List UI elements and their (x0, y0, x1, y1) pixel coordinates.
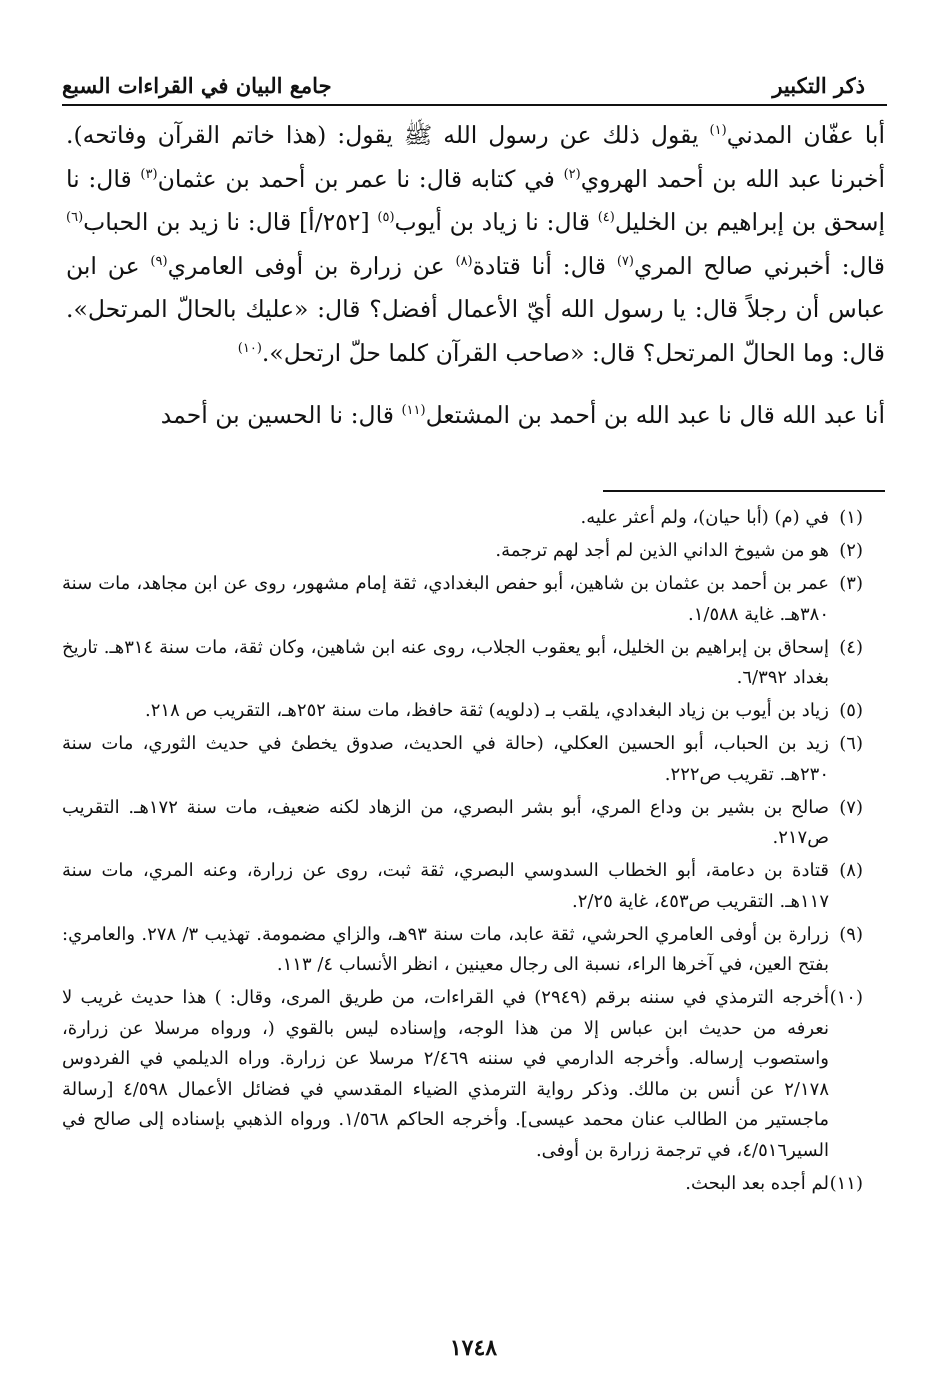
footnote-item (62, 503, 863, 534)
footnote-item (62, 983, 863, 1166)
footnote-number: (٤) (839, 636, 863, 658)
text-run: عن زرارة بن أوفى العامري (167, 251, 456, 280)
footnote-item (62, 536, 863, 567)
footnote-separator (603, 490, 885, 492)
footnote-ref[interactable]: (١١) (401, 402, 426, 418)
text-run: قال: نا زياد بن أيوب (394, 208, 598, 237)
text-run: أنا عبد الله قال نا عبد الله بن أحمد بن المشتعل (425, 400, 885, 429)
footnote-text: في (م) (أبا حيان)، ولم أعثر عليه. (580, 507, 829, 528)
footnote-ref[interactable]: (٦) (66, 210, 84, 226)
footnote-text: عمر بن أحمد بن عثمان بن شاهين، أبو حفص البغدادي، ثقة إمام مشهور، روى عن ابن مجاهد، مات سنة ٣٨٠هـ. غاية ١/٥٨٨. (62, 573, 829, 625)
text-run: يقول ذلك عن رسول الله ﷺ يقول: (هذا خاتم القرآن وفاتحه). أخبرنا عبد الله بن أحمد الهروي (66, 121, 885, 193)
footnote-number: (٩) (839, 923, 863, 945)
footnote-number: (٣) (839, 573, 863, 594)
text-run: أبا عفّان المدني (726, 121, 885, 149)
footnote-text: أخرجه الترمذي في سننه برقم (٢٩٤٩) في القراءات، من طريق المرى، وقال: ) هذا حديث غريب لا نعرفه من حديث ابن عباس إلا من هذا الوجه، وإسناده ليس بالقوي (، ورواه مرسلا عن زرارة، واستصوب إرساله. وأخرجه الدارمي في سننه ٢/٤٦٩ مرسلا عن زرارة. وراه الديلمي في الفردوس ٢/١٧٨ عن أنس بن مالك. وذكر رواية الترمذي الضياء المقدسي في فضائل الأعمال ٤/٥٩٨ [رسالة ماجستير من الطالب عنان محمد عيسى]. وأخرجه الحاكم ١/٥٦٨. ورواه الذهبي بإسناده إلى صالح في السير٤/٥١٦، في ترجمة زرارة بن أوفى. (62, 987, 829, 1161)
running-header (62, 58, 865, 98)
footnote-item (62, 729, 863, 790)
footnote-ref[interactable]: (٥) (377, 210, 395, 226)
text-run: قال: أنا قتادة (472, 251, 617, 280)
text-run: في كتابه قال: نا عمر بن أحمد بن عثمان (157, 164, 564, 193)
footnote-item (62, 696, 863, 727)
footnote-number: (٧) (839, 796, 863, 818)
paragraph-2 (66, 394, 885, 438)
text-run: قال: نا إسحق بن إبراهيم بن الخليل (66, 164, 885, 237)
footnote-ref[interactable]: (٣) (140, 166, 158, 182)
footnote-text: زرارة بن أوفى العامري الحرشي، ثقة عابد، مات سنة ٩٣هـ، والزاي مضمومة. تهذيب ٣/ ٢٧٨. والعامري: بفتح العين، في آخرها الراء، نسبة الى رجال معينين ، انظر الأنساب ٤/ ١١٣. (62, 923, 829, 975)
footnote-ref[interactable]: (٤) (597, 210, 615, 226)
page-number: ١٧٤٨ (449, 1335, 498, 1361)
footnote-item (62, 633, 863, 694)
text-run: قال: أخبرني صالح المري (633, 251, 885, 280)
footnote-ref[interactable]: (٨) (455, 253, 473, 269)
header-rule (62, 104, 887, 106)
footnote-number: (١) (839, 507, 863, 528)
footnote-item (62, 920, 863, 981)
book-title: جامع البيان في القراءات السبع (62, 73, 332, 98)
footnote-text: قتادة بن دعامة، أبو الخطاب السدوسي البصري، ثقة ثبت، روى عن زرارة، وعنه المري، مات سنة ١١٧هـ. التقريب ص٤٥٣، غاية ٢/٢٥. (62, 860, 829, 912)
footnote-number: (٢) (839, 540, 863, 561)
footnote-item (62, 793, 863, 854)
footnote-number: (٦) (839, 733, 863, 754)
footnote-text: هو من شيوخ الداني الذين لم أجد لهم ترجمة. (495, 540, 829, 561)
footnote-text: صالح بن بشير بن وداع المري، أبو بشر البصري، من الزهاد لكنه ضعيف، مات سنة ١٧٢هـ. التقريب ص٢١٧. (62, 796, 829, 848)
section-title: ذكر التكبير (772, 73, 865, 98)
footnote-item (62, 1169, 863, 1200)
footnote-number: (١١) (829, 1172, 863, 1194)
footnote-item (62, 856, 863, 917)
footnote-ref[interactable]: (٧) (616, 253, 634, 269)
footnotes (62, 503, 863, 1202)
text-run: [٢٥٢/أ] قال: نا زيد بن الحباب (83, 208, 378, 237)
footnote-item (62, 569, 863, 630)
footnote-ref[interactable]: (١) (709, 123, 727, 139)
footnote-text: زيد بن الحباب، أبو الحسين العكلي، (حالة في الحديث، صدوق يخطئ في حديث الثوري، مات سنة ٢٣٠هـ. تقريب ص٢٢٢. (62, 733, 829, 785)
footnote-ref[interactable]: (٢) (563, 166, 581, 182)
footnote-ref[interactable]: (١٠) (237, 341, 262, 357)
footnote-number: (١٠) (829, 987, 863, 1008)
footnote-number: (٥) (839, 700, 863, 721)
footnote-text: إسحاق بن إبراهيم بن الخليل، أبو يعقوب الجلاب، روى عنه ابن شاهين، وكان ثقة، مات سنة ٣١٤هـ. تاريخ بغداد ٦/٣٩٢. (62, 636, 829, 688)
main-text (66, 114, 885, 437)
text-run: قال: نا الحسين بن أحمد (160, 400, 402, 429)
footnote-text: زياد بن أيوب بن زياد البغدادي، يلقب بـ (دلويه) ثقة حافظ، مات سنة ٢٥٢هـ، التقريب ص ٢١٨. (145, 700, 829, 721)
footnote-text: لم أجده بعد البحث. (685, 1172, 829, 1194)
text-run: عن ابن عباس أن رجلاً قال: يا رسول الله أيّ الأعمال أفضل؟ قال: «عليك بالحالّ المرتحل». قال: وما الحالّ المرتحل؟ قال: «صاحب القرآن كلما حلّ ارتحل». (66, 251, 885, 367)
footnote-ref[interactable]: (٩) (150, 253, 168, 269)
footnote-number: (٨) (839, 860, 863, 881)
paragraph-1 (66, 114, 885, 376)
